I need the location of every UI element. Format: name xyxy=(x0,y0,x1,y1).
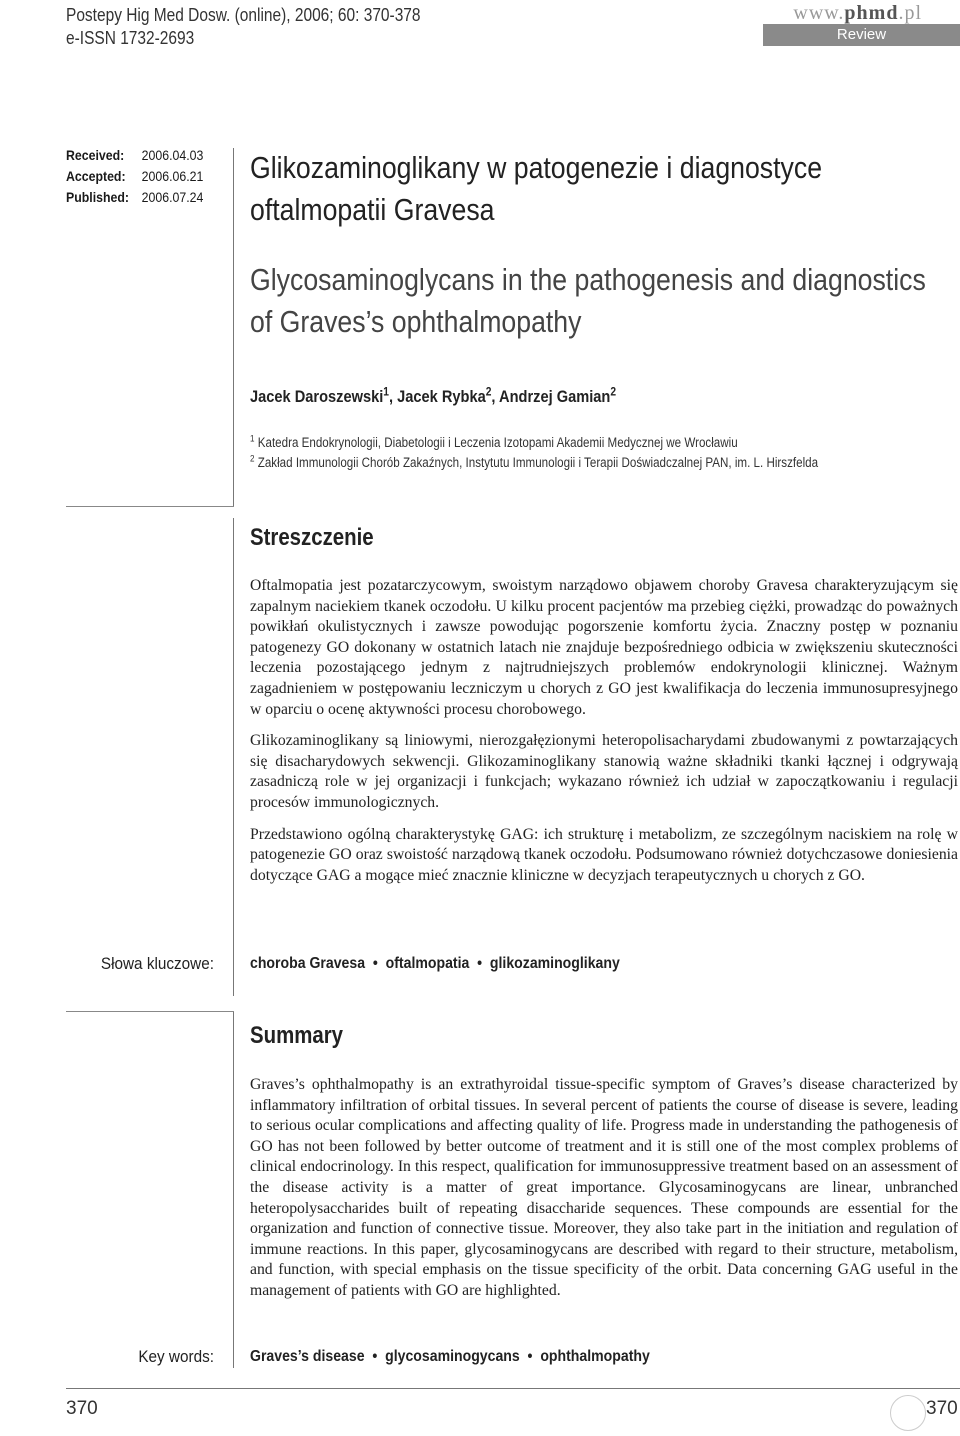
keyword: choroba Gravesa xyxy=(250,955,366,972)
column-divider xyxy=(233,1012,234,1368)
title-polish: Glikozaminoglikany w patogenezie i diagnostyce oftalmopatii Gravesa xyxy=(250,150,823,227)
title-english: Glycosaminoglycans in the pathogenesis and diagnostics of Graves’s ophthalmopathy xyxy=(250,262,926,339)
abstract-english xyxy=(250,1075,958,1313)
page-number-left: 370 xyxy=(66,1398,98,1419)
keyword: oftalmopatia xyxy=(385,955,470,972)
author-affiliation-marker: 2 xyxy=(610,384,617,399)
author-name: Andrzej Gamian xyxy=(499,387,611,406)
keywords-english: Graves’s disease • glycosaminogycans • ophthalmopathy xyxy=(250,1348,650,1365)
abstract-paragraph: Przedstawiono ogólną charakterystykę GAG: ich strukturę i metabolizm, ze szczególnym naciskiem na rolę w patogenezie GO oraz swoistość narządową tkanek oczodołu. Podsumowano również dotychczasowe doniesienia dotyczące GAG a mogące mieć znacznie kliniczne w decyzjach terapeutycznych u chorych z GO. xyxy=(250,825,958,884)
keywords-polish: choroba Gravesa • oftalmopatia • glikozaminoglikany xyxy=(250,955,620,972)
footer-rule xyxy=(66,1388,960,1389)
page-number-right: 370 xyxy=(926,1398,958,1419)
date-accepted: Accepted: 2006.06.21 xyxy=(66,168,204,184)
publication-dates xyxy=(66,145,203,208)
author-name: Jacek Rybka xyxy=(397,387,486,406)
author-affiliation-marker: 1 xyxy=(383,384,389,399)
article-type-badge: Review xyxy=(763,24,960,46)
section-rule xyxy=(66,506,234,507)
author-list: Jacek Daroszewski$^1$, Jacek Rybka$^2$, Andrzej Gamian$^2$ xyxy=(250,384,617,406)
affiliations xyxy=(250,433,818,473)
journal-website[interactable]: www.phmd.pl xyxy=(793,2,922,24)
abstract-paragraph: Graves’s ophthalmopathy is an extrathyroidal tissue-specific symptom of Graves’s disease characterized by inflammatory infiltration of orbital tissues. In several percent of patients the course of disease is severe, leading to serious ocular complications and affecting quality of life. Progress made in understanding the pathogenesis of GO has not been followed by better outcome of treatment and it is still one of the most complex problems of clinical endocrinology. In this respect, qualification for immunosuppressive treatment based on an assessment of the disease activity is a matter of great importance. Glycosaminogycans are linear, unbranched heteropolysaccharides built of repeating disaccharide sequences. These compounds are essential for the organization and function of connective tissue. Moreover, they also take part in the initiation and regulation of immune reactions. In this paper, glycosaminogycans are described with regard to their structure, metabolism, and function, with special emphasis on the tissue specificity of the orbit. Data concerning GAG useful in the management of patients with GO are highlighted. xyxy=(250,1076,958,1299)
column-divider xyxy=(233,518,234,996)
journal-citation xyxy=(66,4,421,50)
affiliation-item: $^1$ Katedra Endokrynologii, Diabetologii i Leczenia Izotopami Akademii Medycznej we Wrocławiu xyxy=(250,433,738,450)
column-divider xyxy=(233,148,234,506)
keyword: glycosaminogycans xyxy=(385,1348,520,1365)
keywords-label-english: Key words: xyxy=(138,1347,214,1366)
abstract-polish xyxy=(250,576,958,897)
watermark-logo-icon xyxy=(890,1395,926,1431)
keyword: glikozaminoglikany xyxy=(489,955,620,972)
date-received: Received: 2006.04.03 xyxy=(66,147,204,163)
abstract-paragraph: Oftalmopatia jest pozatarczycowym, swoistym narządowo objawem choroby Gravesa charakteryzującym się zapalnym naciekiem tkanek oczodołu. U kilku procent pacjentów ma przebieg ciężki, prowadząc do poważnych powikłań okulistycznych i zawsze powodując pogorszenie komfortu życia. Znaczny postęp w poznaniu patogenezy GO dokonany w ostatnich latach nie znajduje bezpośredniego odbicia w zwiększeniu skuteczności leczenia pozostającego jednym z najtrudniejszych problemów endokrynologii klinicznej. Ważnym zagadnieniem w postępowaniu leczniczym u chorych z GO jest kwalifikacja do leczenia immunosupresyjnego w oparciu o ocenę aktywności procesu chorobowego. xyxy=(250,577,958,718)
author-affiliation-marker: 2 xyxy=(485,384,492,399)
keywords-label-polish: Słowa kluczowe: xyxy=(100,954,214,973)
section-rule xyxy=(66,1011,234,1012)
journal-issn: e-ISSN 1732-2693 xyxy=(66,28,195,48)
affiliation-item: $^2$ Zakład Immunologii Chorób Zakaźnych, Instytutu Immunologii i Terapii Doświadczalnej PAN, im. L. Hirszfelda xyxy=(250,453,819,470)
keyword: Graves’s disease xyxy=(250,1348,365,1365)
keyword: ophthalmopathy xyxy=(540,1348,650,1365)
author-name: Jacek Daroszewski xyxy=(250,387,384,406)
date-published: Published: 2006.07.24 xyxy=(66,189,204,205)
journal-citation-line1: Postepy Hig Med Dosw. (online), 2006; 60: 370-378 xyxy=(66,5,421,25)
abstract-paragraph: Glikozaminoglikany są liniowymi, nierozgałęzionymi heteropolisacharydami zbudowanymi z powtarzających się disacharydowych sekwencji. Glikozaminoglikany stanowią ważne składniki tkanki łącznej i odgrywają zasadniczą role w jej organizacji i funkcjach; wykazano również ich udział w zapoczątkowaniu i regulacji procesów immunologicznych. xyxy=(250,732,958,811)
abstract-heading-english: Summary xyxy=(250,1022,343,1049)
abstract-heading-polish: Streszczenie xyxy=(250,524,374,551)
